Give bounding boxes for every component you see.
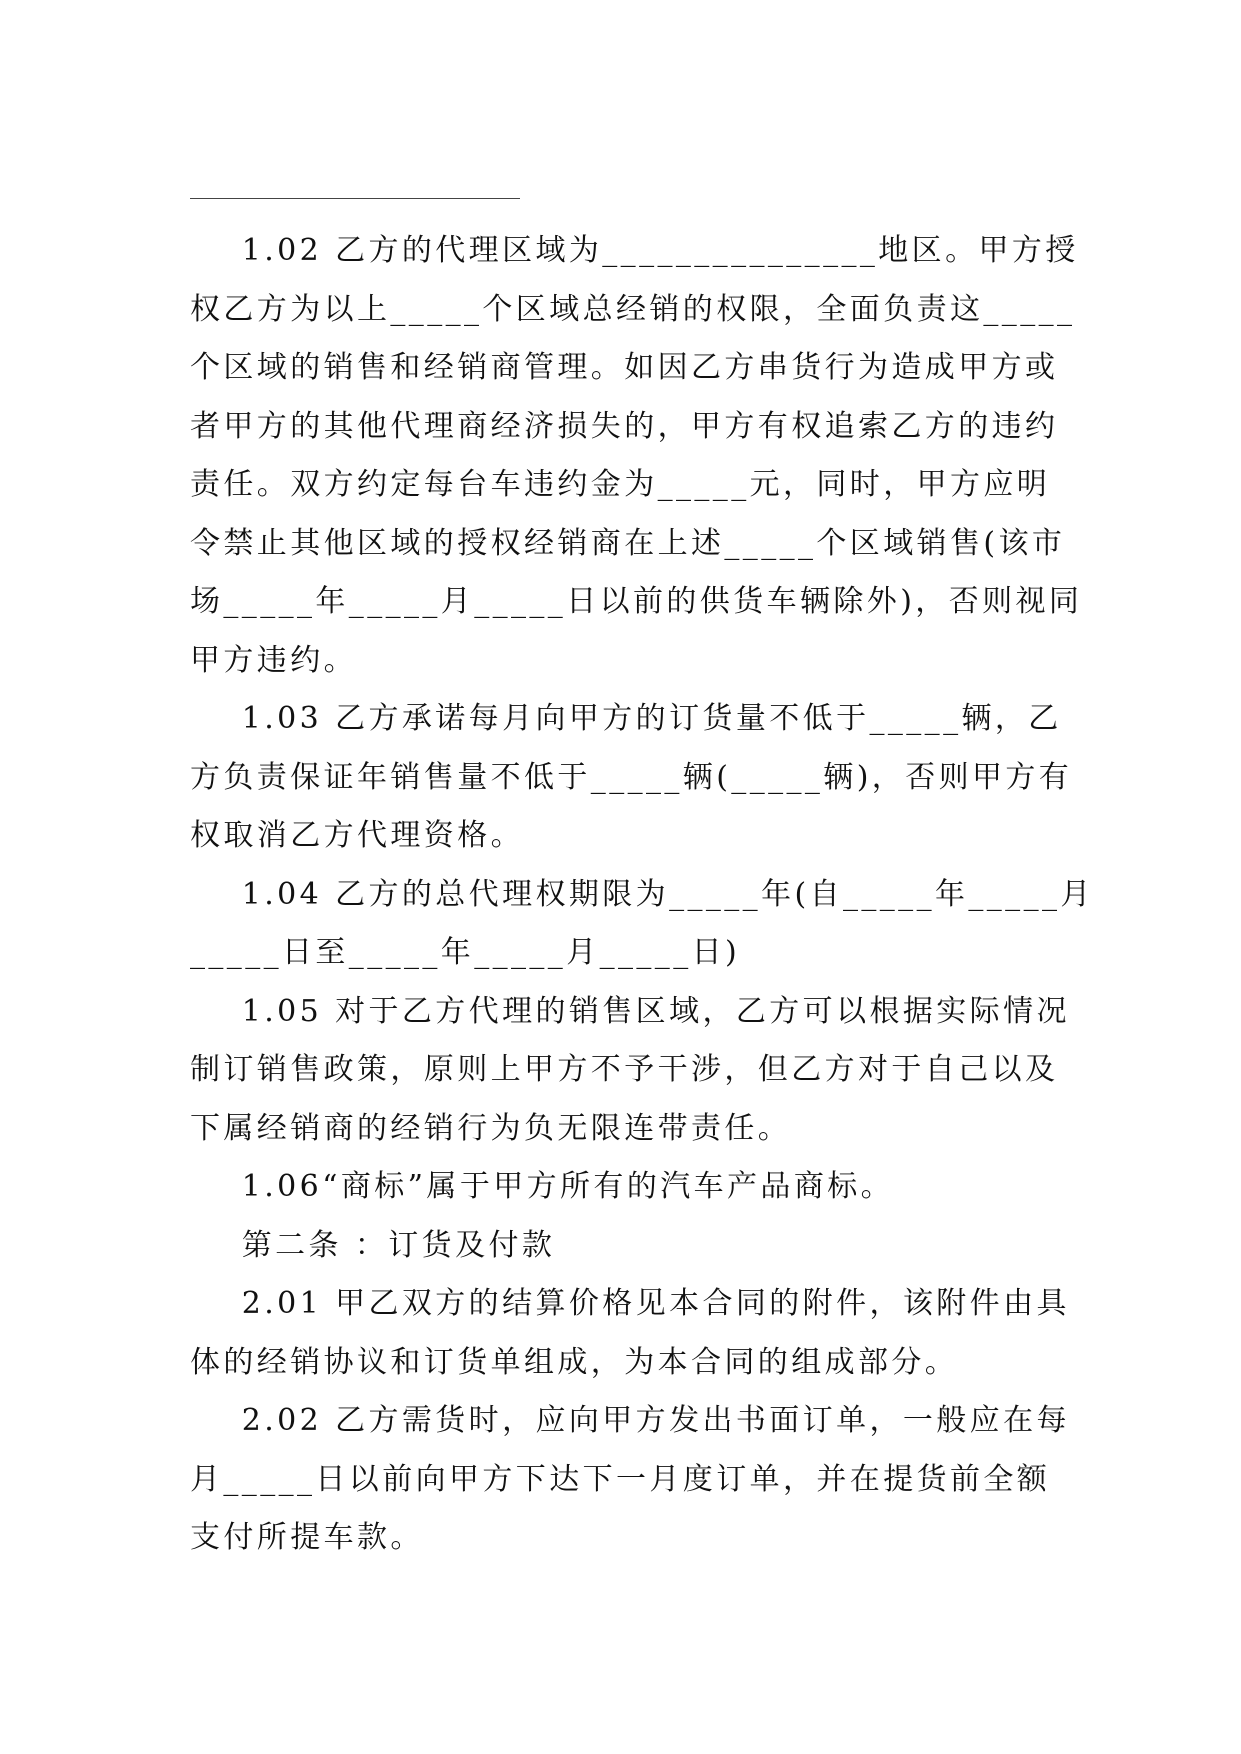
text-line: 下属经销商的经销行为负无限连带责任。 <box>190 1110 792 1146</box>
text-line: 2.02 乙方需货时，应向甲方发出书面订单，一般应在每 <box>190 1403 1070 1438</box>
text-line: 甲方违约。 <box>190 642 357 678</box>
text-line: 权取消乙方代理资格。 <box>190 818 524 853</box>
text-line: 令禁止其他区域的授权经销商在上述_____个区域销售(该市 <box>190 525 1066 561</box>
text-line: 制订销售政策，原则上甲方不予干涉，但乙方对于自己以及 <box>190 1052 1059 1087</box>
text-line: 权乙方为以上_____个区域总经销的权限，全面负责这_____ <box>190 291 1076 327</box>
text-line: 2.01 甲乙双方的结算价格见本合同的附件，该附件由具 <box>190 1286 1070 1321</box>
text-line: 方负责保证年销售量不低于_____辆(_____辆)，否则甲方有 <box>190 759 1073 795</box>
text-line: 支付所提车款。 <box>190 1520 424 1555</box>
text-line: 1.04 乙方的总代理权期限为_____年(自_____年_____月 <box>190 876 1094 912</box>
text-line: 月_____日以前向甲方下达下一月度订单，并在提货前全额 <box>190 1461 1051 1497</box>
text-line: 体的经销协议和订货单组成，为本合同的组成部分。 <box>190 1344 959 1380</box>
text-line: 个区域的销售和经销商管理。如因乙方串货行为造成甲方或 <box>190 350 1059 385</box>
text-line: 1.05 对于乙方代理的销售区域，乙方可以根据实际情况 <box>190 993 1070 1029</box>
text-line: 1.02 乙方的代理区域为_______________地区。甲方授 <box>190 233 1079 268</box>
text-line: 场_____年_____月_____日以前的供货车辆除外)，否则视同 <box>190 584 1083 619</box>
text-line: 1.06“商标”属于甲方所有的汽车产品商标。 <box>190 1169 895 1204</box>
text-line: _____日至_____年_____月_____日) <box>190 935 741 970</box>
contract-text <box>190 222 1094 1568</box>
top-blank-line <box>190 198 520 199</box>
text-line: 1.03 乙方承诺每月向甲方的订货量不低于_____辆，乙 <box>190 701 1062 736</box>
text-line: 第二条 ：订货及付款 <box>190 1227 556 1263</box>
text-line: 者甲方的其他代理商经济损失的，甲方有权追索乙方的违约 <box>190 408 1059 444</box>
text-line: 责任。双方约定每台车违约金为_____元，同时，甲方应明 <box>190 467 1051 502</box>
